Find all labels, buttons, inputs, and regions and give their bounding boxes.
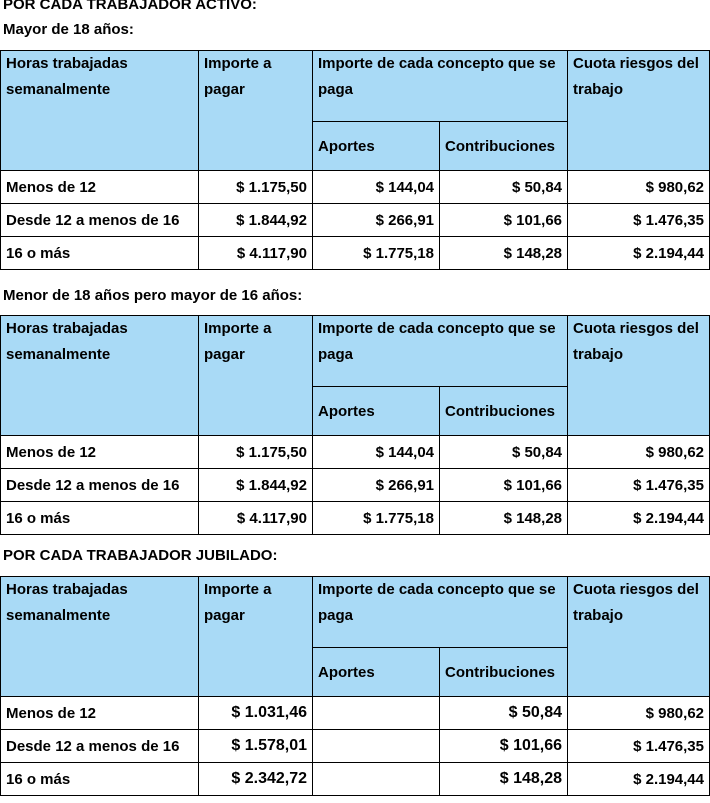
cell-aportes: $ 266,91: [313, 204, 440, 237]
cell-cuota: $ 2.194,44: [568, 502, 710, 535]
cell-contribuciones: $ 148,28: [440, 502, 568, 535]
cell-contribuciones: $ 148,28: [440, 237, 568, 270]
table-menor-18: [0, 315, 710, 535]
header-aportes: Aportes: [313, 387, 440, 436]
cell-aportes: [313, 697, 440, 730]
cell-horas: Desde 12 a menos de 16: [1, 469, 199, 502]
header-cuota: Cuota riesgos del trabajo: [568, 316, 710, 436]
cell-cuota: $ 1.476,35: [568, 204, 710, 237]
cell-importe: $ 1.578,01: [199, 730, 313, 763]
header-horas: Horas trabajadas semanalmente: [1, 316, 199, 436]
cell-importe: $ 1.844,92: [199, 469, 313, 502]
header-importe: Importe a pagar: [199, 316, 313, 436]
cell-importe: $ 1.175,50: [199, 171, 313, 204]
header-contribuciones: Contribuciones: [440, 648, 568, 697]
header-concepto: Importe de cada concepto que se paga: [313, 316, 568, 387]
cell-aportes: $ 144,04: [313, 436, 440, 469]
header-horas: Horas trabajadas semanalmente: [1, 51, 199, 171]
cell-contribuciones: $ 50,84: [440, 436, 568, 469]
cell-horas: 16 o más: [1, 763, 199, 796]
cell-contribuciones: $ 50,84: [440, 171, 568, 204]
header-aportes: Aportes: [313, 648, 440, 697]
cell-aportes: [313, 730, 440, 763]
subtitle-mayor-18: Mayor de 18 años:: [3, 21, 134, 38]
cell-cuota: $ 2.194,44: [568, 237, 710, 270]
header-cuota: Cuota riesgos del trabajo: [568, 51, 710, 171]
table-row: [1, 730, 710, 763]
cell-cuota: $ 1.476,35: [568, 730, 710, 763]
header-importe: Importe a pagar: [199, 577, 313, 697]
table-row: [1, 763, 710, 796]
cell-horas: Menos de 12: [1, 436, 199, 469]
cell-cuota: $ 980,62: [568, 436, 710, 469]
header-importe: Importe a pagar: [199, 51, 313, 171]
cell-horas: Desde 12 a menos de 16: [1, 204, 199, 237]
header-contribuciones: Contribuciones: [440, 122, 568, 171]
cell-contribuciones: $ 50,84: [440, 697, 568, 730]
subtitle-menor-18: Menor de 18 años pero mayor de 16 años:: [3, 287, 303, 304]
section-title-activo: POR CADA TRABAJADOR ACTIVO:: [3, 0, 257, 13]
cell-horas: Menos de 12: [1, 171, 199, 204]
section-title-jubilado: POR CADA TRABAJADOR JUBILADO:: [3, 547, 278, 564]
table-row: [1, 171, 710, 204]
cell-contribuciones: $ 101,66: [440, 204, 568, 237]
table-jubilado: [0, 576, 710, 796]
cell-aportes: $ 1.775,18: [313, 237, 440, 270]
cell-aportes: [313, 763, 440, 796]
header-concepto: Importe de cada concepto que se paga: [313, 577, 568, 648]
cell-cuota: $ 2.194,44: [568, 763, 710, 796]
cell-importe: $ 2.342,72: [199, 763, 313, 796]
cell-contribuciones: $ 101,66: [440, 469, 568, 502]
header-concepto: Importe de cada concepto que se paga: [313, 51, 568, 122]
cell-aportes: $ 1.775,18: [313, 502, 440, 535]
table-row: [1, 697, 710, 730]
table-row: [1, 204, 710, 237]
cell-importe: $ 1.175,50: [199, 436, 313, 469]
cell-cuota: $ 1.476,35: [568, 469, 710, 502]
header-cuota: Cuota riesgos del trabajo: [568, 577, 710, 697]
table-mayor-18: [0, 50, 710, 270]
header-contribuciones: Contribuciones: [440, 387, 568, 436]
table-row: [1, 237, 710, 270]
header-aportes: Aportes: [313, 122, 440, 171]
cell-horas: 16 o más: [1, 237, 199, 270]
cell-horas: Menos de 12: [1, 697, 199, 730]
cell-horas: Desde 12 a menos de 16: [1, 730, 199, 763]
cell-cuota: $ 980,62: [568, 697, 710, 730]
table-row: [1, 502, 710, 535]
cell-horas: 16 o más: [1, 502, 199, 535]
cell-cuota: $ 980,62: [568, 171, 710, 204]
header-horas: Horas trabajadas semanalmente: [1, 577, 199, 697]
cell-importe: $ 4.117,90: [199, 237, 313, 270]
cell-contribuciones: $ 101,66: [440, 730, 568, 763]
cell-aportes: $ 144,04: [313, 171, 440, 204]
table-row: [1, 469, 710, 502]
cell-importe: $ 1.844,92: [199, 204, 313, 237]
cell-aportes: $ 266,91: [313, 469, 440, 502]
cell-contribuciones: $ 148,28: [440, 763, 568, 796]
cell-importe: $ 1.031,46: [199, 697, 313, 730]
cell-importe: $ 4.117,90: [199, 502, 313, 535]
table-row: [1, 436, 710, 469]
